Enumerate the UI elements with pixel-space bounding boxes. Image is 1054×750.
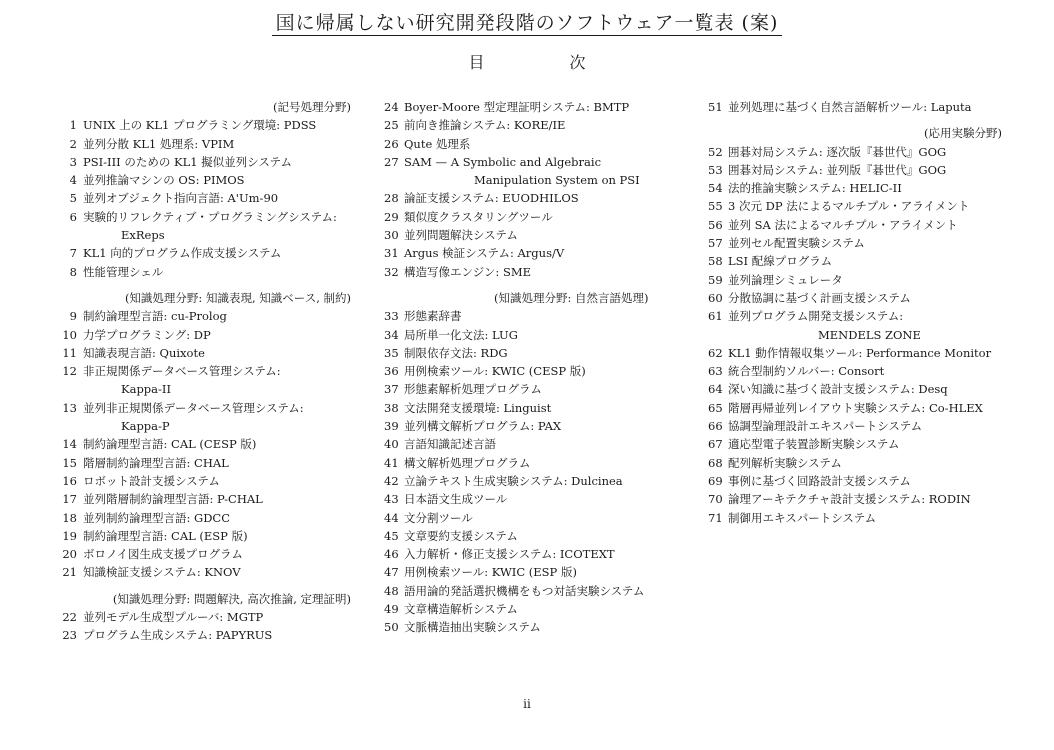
entry-number: 53 <box>708 162 723 177</box>
toc-heading: 目 次 <box>468 53 626 72</box>
toc-entry <box>384 307 684 325</box>
entry-number: 28 <box>384 191 399 206</box>
toc-entry <box>57 399 357 417</box>
entry-title: 形態素解析処理プログラム <box>404 382 542 397</box>
toc-entry <box>384 226 684 244</box>
entry-number: 50 <box>384 620 399 635</box>
toc-entry <box>708 435 1008 453</box>
toc-entry <box>384 618 684 636</box>
entry-title: Boyer-Moore 型定理証明システム: BMTP <box>404 100 630 114</box>
entry-title: 階層再帰並列レイアウト実験システム: Co-HLEX <box>728 400 983 415</box>
entry-title: 制御用エキスパートシステム <box>728 510 877 525</box>
entry-title: 協調型論理設計エキスパートシステム <box>728 419 923 434</box>
entry-number: 56 <box>708 217 723 232</box>
entry-number: 21 <box>62 565 77 580</box>
section-spacer <box>708 116 1008 124</box>
toc-entry <box>57 362 357 380</box>
page-number: ii <box>523 697 531 711</box>
toc-entry <box>384 454 684 472</box>
toc-entry <box>384 116 684 134</box>
toc-entry <box>384 582 684 600</box>
entry-title: 並列制約論理型言語: GDCC <box>83 510 231 525</box>
toc-entry <box>708 98 1008 116</box>
toc-entry <box>384 189 684 207</box>
toc-entry <box>708 454 1008 472</box>
toc-column-2 <box>384 98 684 637</box>
entry-number: 15 <box>62 455 77 470</box>
toc-entry <box>384 135 684 153</box>
toc-entry <box>708 143 1008 161</box>
entry-title: 並列オブジェクト指向言語: A'Um-90 <box>83 191 279 206</box>
toc-entry <box>57 171 357 189</box>
toc-entry <box>708 234 1008 252</box>
toc-entry <box>384 509 684 527</box>
entry-number: 54 <box>708 181 723 196</box>
entry-title-continuation: ExReps <box>121 228 165 243</box>
entry-number: 47 <box>384 565 399 580</box>
entry-number: 59 <box>708 272 723 287</box>
entry-title: 制約論理型言語: CAL (ESP 版) <box>83 528 248 543</box>
entry-number: 33 <box>384 309 399 324</box>
section-heading: (知識処理分野: 自然言語処理) <box>494 290 649 305</box>
entry-title: 並列セル配置実験システム <box>728 236 865 251</box>
entry-title: 言語知識記述言語 <box>404 437 496 452</box>
entry-number: 5 <box>69 191 77 206</box>
entry-number: 6 <box>69 209 77 224</box>
entry-title: 入力解析・修正支援システム: ICOTEXT <box>404 547 615 562</box>
toc-entry <box>384 153 684 171</box>
entry-number: 10 <box>62 327 77 342</box>
entry-title: 制限依存文法: RDG <box>404 345 508 360</box>
entry-title: 並列階層制約論理型言語: P-CHAL <box>83 492 263 507</box>
toc-entry <box>57 608 357 626</box>
entry-number: 55 <box>708 199 723 214</box>
entry-number: 18 <box>62 510 77 525</box>
entry-number: 69 <box>708 473 723 488</box>
entry-number: 30 <box>384 228 399 243</box>
entry-title: 並列 SA 法によるマルチプル・アライメント <box>728 217 958 232</box>
entry-number: 38 <box>384 400 399 415</box>
entry-title: 文脈構造抽出実験システム <box>404 620 541 635</box>
entry-number: 68 <box>708 455 723 470</box>
toc-entry <box>384 527 684 545</box>
toc-entry <box>57 626 357 644</box>
toc-entry <box>384 490 684 508</box>
entry-title: 構文解析処理プログラム <box>404 455 531 470</box>
entry-number: 62 <box>708 345 723 360</box>
entry-title: 適応型電子装置診断実験システム <box>728 437 900 452</box>
entry-title: 並列推論マシンの OS: PIMOS <box>83 173 245 188</box>
entry-number: 41 <box>384 455 399 470</box>
toc-entry <box>708 271 1008 289</box>
toc-entry <box>57 208 357 226</box>
entry-title: 性能管理シェル <box>83 264 164 279</box>
entry-title: ボロノイ図生成支援プログラム <box>83 547 243 562</box>
entry-title: 事例に基づく回路設計支援システム <box>728 473 911 488</box>
entry-number: 64 <box>708 382 723 397</box>
entry-title: 囲碁対局システム: 逐次版『碁世代』GOG <box>728 144 947 159</box>
entry-number: 4 <box>69 173 77 188</box>
entry-number: 61 <box>708 309 723 324</box>
entry-number: 25 <box>384 118 399 133</box>
entry-number: 9 <box>69 309 77 324</box>
entry-number: 3 <box>69 154 77 169</box>
entry-number: 23 <box>62 628 77 643</box>
entry-number: 11 <box>62 345 77 360</box>
toc-entry <box>708 362 1008 380</box>
section-spacer <box>57 582 357 590</box>
entry-title: 並列処理に基づく自然言語解析ツール: Laputa <box>728 100 972 114</box>
toc-entry <box>708 472 1008 490</box>
section-heading: (応用実験分野) <box>924 126 1002 141</box>
entry-title: 立論テキスト生成実験システム: Dulcinea <box>404 473 623 488</box>
entry-title: KL1 向的プログラム作成支援システム <box>83 246 282 261</box>
toc-entry <box>708 161 1008 179</box>
entry-title: 並列分散 KL1 処理系: VPIM <box>83 136 235 151</box>
toc-entry <box>57 454 357 472</box>
entry-title: 分散協調に基づく計画支援システム <box>728 290 911 305</box>
entry-number: 37 <box>384 382 399 397</box>
toc-entry <box>57 116 357 134</box>
entry-title: 階層制約論理型言語: CHAL <box>83 455 229 470</box>
entry-number: 57 <box>708 236 723 251</box>
entry-number: 29 <box>384 209 399 224</box>
toc-entry <box>57 135 357 153</box>
toc-column-1 <box>57 98 357 645</box>
entry-title: 文章要約支援システム <box>404 528 518 543</box>
entry-title: 並列構文解析プログラム: PAX <box>404 419 562 434</box>
toc-entry <box>708 289 1008 307</box>
toc-entry <box>384 98 684 116</box>
entry-number: 14 <box>62 437 77 452</box>
toc-entry <box>384 380 684 398</box>
entry-number: 39 <box>384 419 399 434</box>
toc-entry <box>708 399 1008 417</box>
toc-entry <box>57 244 357 262</box>
section-spacer <box>384 281 684 289</box>
entry-number: 12 <box>62 364 77 379</box>
entry-title: 形態素辞書 <box>404 309 462 324</box>
toc-entry <box>384 244 684 262</box>
entry-title: 並列非正規関係データベース管理システム: <box>83 400 304 415</box>
entry-title: 囲碁対局システム: 並列版『碁世代』GOG <box>728 162 947 177</box>
entry-title: 並列モデル生成型プルーバ: MGTP <box>83 610 264 625</box>
entry-title: 力学プログラミング: DP <box>83 327 211 342</box>
entry-number: 51 <box>708 100 723 114</box>
toc-entry <box>708 490 1008 508</box>
toc-entry <box>708 252 1008 270</box>
entry-number: 24 <box>384 100 399 114</box>
entry-number: 1 <box>69 118 77 133</box>
toc-entry <box>384 417 684 435</box>
toc-entry <box>708 197 1008 215</box>
entry-title: 日本語文生成ツール <box>404 492 508 507</box>
toc-entry <box>384 362 684 380</box>
toc-entry <box>57 263 357 281</box>
toc-entry <box>708 216 1008 234</box>
entry-number: 27 <box>384 154 399 169</box>
entry-title-continuation: Manipulation System on PSI <box>474 173 640 188</box>
entry-title: 深い知識に基づく設計支援システム: Desq <box>728 382 948 397</box>
entry-title: 文法開発支援環境: Linguist <box>404 400 552 415</box>
entry-title: KL1 動作情報収集ツール: Performance Monitor <box>728 345 992 360</box>
entry-number: 66 <box>708 419 723 434</box>
toc-entry <box>384 263 684 281</box>
entry-number: 22 <box>62 610 77 625</box>
entry-title-continuation: Kappa-P <box>121 419 170 434</box>
toc-entry <box>57 189 357 207</box>
entry-title: 論理アーキテクチャ設計支援システム: RODIN <box>728 492 971 507</box>
entry-number: 58 <box>708 254 723 269</box>
toc-entry <box>57 545 357 563</box>
toc-entry <box>708 417 1008 435</box>
entry-number: 46 <box>384 547 399 562</box>
toc-entry <box>384 399 684 417</box>
toc-column-3 <box>708 98 1008 527</box>
entry-title: 論証支援システム: EUODHILOS <box>404 191 579 206</box>
entry-number: 8 <box>69 264 77 279</box>
toc-entry <box>57 563 357 581</box>
toc-entry <box>708 307 1008 325</box>
entry-title: Qute 処理系 <box>404 136 471 151</box>
section-heading: (知識処理分野: 問題解決, 高次推論, 定理証明) <box>112 591 351 606</box>
toc-entry <box>57 326 357 344</box>
entry-number: 49 <box>384 602 399 617</box>
toc-entry <box>384 472 684 490</box>
entry-number: 43 <box>384 492 399 507</box>
entry-title: 並列論理シミュレータ <box>728 272 843 287</box>
entry-title: 類似度クラスタリングツール <box>404 209 553 224</box>
entry-number: 13 <box>62 400 77 415</box>
entry-number: 36 <box>384 364 399 379</box>
entry-number: 67 <box>708 437 723 452</box>
entry-title: 制約論理型言語: cu-Prolog <box>83 309 227 324</box>
entry-title: SAM — A Symbolic and Algebraic <box>404 154 602 169</box>
entry-number: 63 <box>708 364 723 379</box>
entry-number: 45 <box>384 528 399 543</box>
toc-entry <box>384 208 684 226</box>
toc-entry <box>57 509 357 527</box>
toc-entry <box>384 600 684 618</box>
entry-number: 42 <box>384 473 399 488</box>
entry-number: 2 <box>69 136 77 151</box>
toc-entry <box>384 563 684 581</box>
section-heading: (知識処理分野: 知識表現, 知識ベース, 制約) <box>124 290 351 305</box>
entry-title: 文分割ツール <box>404 510 473 525</box>
section-heading: (記号処理分野) <box>273 100 351 114</box>
entry-number: 26 <box>384 136 399 151</box>
entry-number: 31 <box>384 246 399 261</box>
entry-number: 60 <box>708 290 723 305</box>
entry-number: 32 <box>384 264 399 279</box>
toc-entry <box>384 435 684 453</box>
entry-number: 65 <box>708 400 723 415</box>
entry-title: 用例検索ツール: KWIC (ESP 版) <box>404 565 577 580</box>
toc-entry <box>57 472 357 490</box>
entry-number: 44 <box>384 510 399 525</box>
entry-title: 並列問題解決システム <box>404 228 518 243</box>
entry-title: 知識表現言語: Quixote <box>83 345 205 360</box>
toc-entry <box>708 344 1008 362</box>
entry-title: 局所単一化文法: LUG <box>404 327 518 342</box>
document-title-text: 国に帰属しない研究開発段階のソフトウェア一覧表 (案) <box>272 12 783 36</box>
entry-title: 配列解析実験システム <box>728 455 842 470</box>
entry-title: Argus 検証システム: Argus/V <box>404 246 565 261</box>
entry-title: 実験的リフレクティブ・プログラミングシステム: <box>83 209 337 224</box>
entry-number: 40 <box>384 437 399 452</box>
entry-title: PSI-III のための KL1 擬似並列システム <box>83 154 293 169</box>
toc-entry <box>384 545 684 563</box>
toc-entry <box>708 380 1008 398</box>
entry-title: 統合型制約ソルバー: Consort <box>728 364 885 379</box>
entry-title: 前向き推論システム: KORE/IE <box>404 118 566 133</box>
entry-number: 34 <box>384 327 399 342</box>
entry-number: 71 <box>708 510 723 525</box>
entry-title: 法的推論実験システム: HELIC-II <box>728 181 902 196</box>
entry-title: ロボット設計支援システム <box>83 473 220 488</box>
entry-number: 52 <box>708 144 723 159</box>
entry-number: 70 <box>708 492 723 507</box>
entry-title-continuation: MENDELS ZONE <box>818 327 921 342</box>
entry-title: 知識検証支援システム: KNOV <box>83 565 241 580</box>
entry-number: 16 <box>62 473 77 488</box>
toc-entry <box>384 344 684 362</box>
toc-entry <box>57 307 357 325</box>
entry-title: UNIX 上の KL1 プログラミング環境: PDSS <box>83 118 317 133</box>
entry-number: 7 <box>69 246 77 261</box>
toc-entry <box>57 344 357 362</box>
entry-title: 語用論的発話選択機構をもつ対話実験システム <box>404 583 645 598</box>
toc-entry <box>708 179 1008 197</box>
toc-entry <box>57 527 357 545</box>
toc-entry <box>708 509 1008 527</box>
entry-title: 用例検索ツール: KWIC (CESP 版) <box>404 364 586 379</box>
entry-title: 文章構造解析システム <box>404 602 518 617</box>
entry-title-continuation: Kappa-II <box>121 382 171 397</box>
entry-title: 3 次元 DP 法によるマルチプル・アライメント <box>728 199 970 214</box>
entry-title: 非正規関係データベース管理システム: <box>83 364 281 379</box>
entry-title: プログラム生成システム: PAPYRUS <box>83 628 273 643</box>
entry-number: 35 <box>384 345 399 360</box>
section-spacer <box>57 281 357 289</box>
entry-title: 制約論理型言語: CAL (CESP 版) <box>83 437 257 452</box>
toc-entry <box>57 153 357 171</box>
entry-number: 19 <box>62 528 77 543</box>
entry-title: LSI 配線プログラム <box>728 254 833 269</box>
document-title <box>0 10 1054 36</box>
entry-title: 並列プログラム開発支援システム: <box>728 309 904 324</box>
entry-number: 17 <box>62 492 77 507</box>
entry-title: 構造写像エンジン: SME <box>404 264 532 279</box>
toc-entry <box>384 326 684 344</box>
entry-number: 48 <box>384 583 399 598</box>
entry-number: 20 <box>62 547 77 562</box>
toc-entry <box>57 435 357 453</box>
toc-entry <box>57 490 357 508</box>
